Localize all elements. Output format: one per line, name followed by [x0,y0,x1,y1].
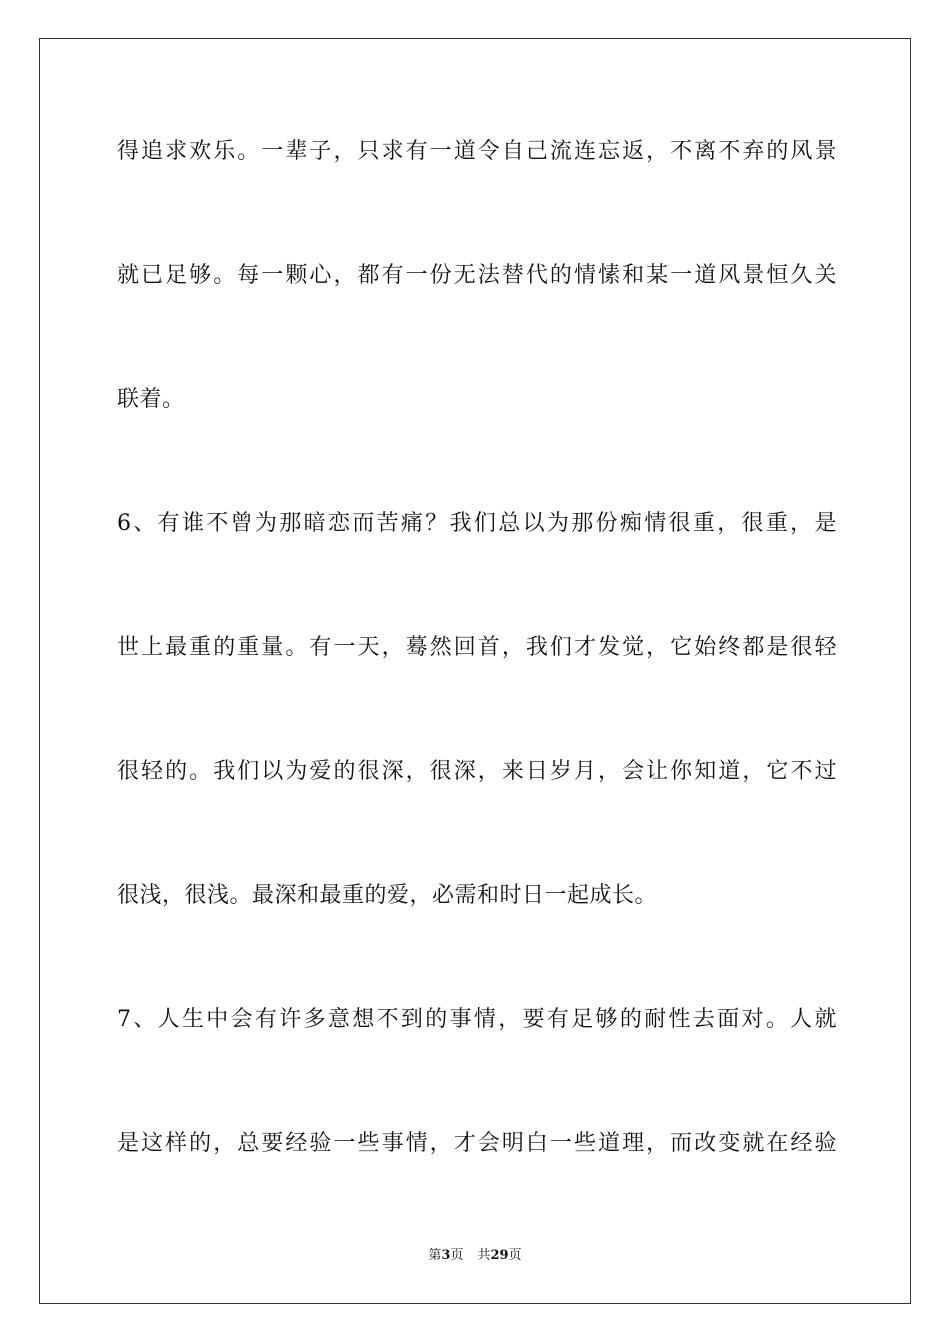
total-pages-number: 29 [490,1248,509,1263]
page-suffix: 页 [450,1248,464,1263]
body-line-4: 6、有谁不曾为那暗恋而苦痛？我们总以为那份痴情很重，很重，是 [117,511,837,536]
total-prefix: 共 [477,1248,491,1263]
total-suffix: 页 [508,1248,522,1263]
body-line-8: 7、人生中会有许多意想不到的事情，要有足够的耐性去面对。人就 [117,1007,837,1032]
body-line-7: 很浅，很浅。最深和最重的爱，必需和时日一起成长。 [117,883,658,908]
body-line-6: 很轻的。我们以为爱的很深，很深，来日岁月，会让你知道，它不过 [117,759,837,784]
body-line-5: 世上最重的重量。有一天，蓦然回首，我们才发觉，它始终都是很轻 [117,635,837,660]
body-line-9: 是这样的，总要经验一些事情，才会明白一些道理，而改变就在经验 [117,1131,837,1156]
current-page-number: 3 [441,1248,451,1263]
body-line-1: 得追求欢乐。一辈子，只求有一道令自己流连忘返，不离不弃的风景 [117,139,837,164]
body-line-2: 就已足够。每一颗心，都有一份无法替代的情愫和某一道风景恒久关 [117,263,837,288]
page-border [39,38,911,1304]
page-footer [0,1247,950,1265]
body-line-3: 联着。 [117,387,185,412]
page-prefix: 第 [428,1248,442,1263]
